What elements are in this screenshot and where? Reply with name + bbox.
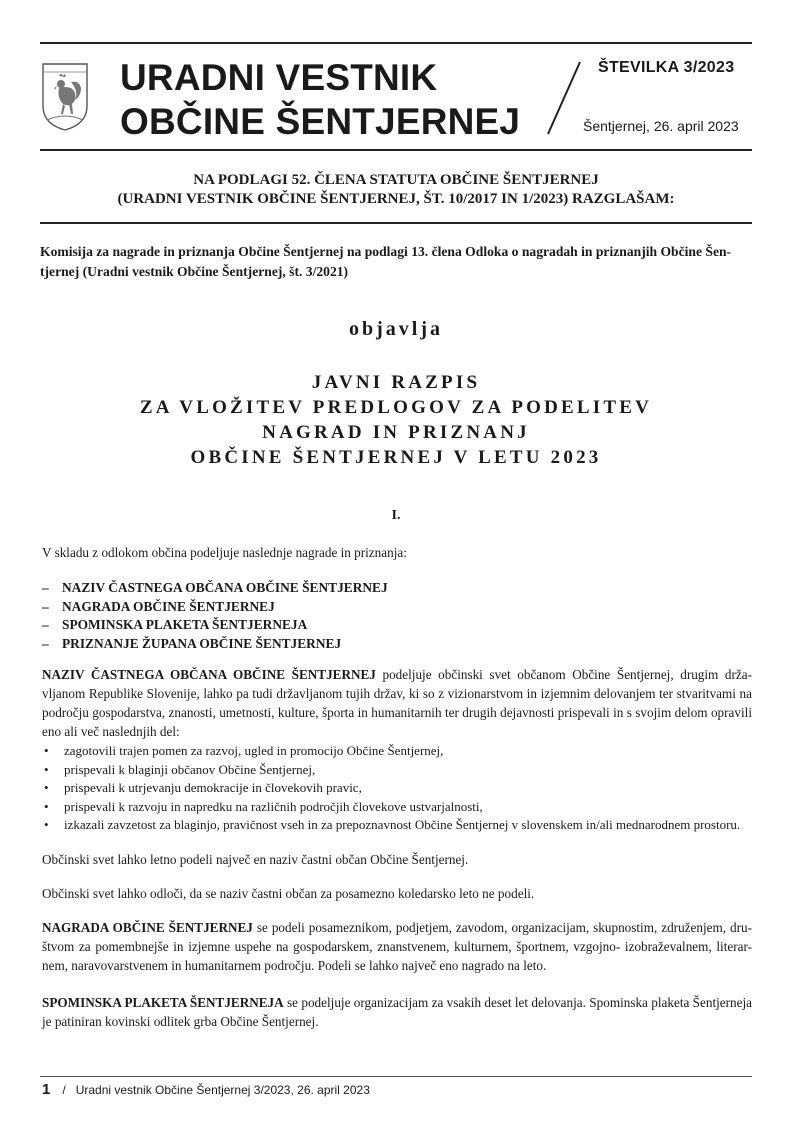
title-line-2: OBČINE ŠENTJERNEJ bbox=[120, 101, 521, 142]
top-rule bbox=[40, 42, 752, 44]
paragraph-text: se podeli posameznikom, podjetjem, zavodom, organizacijam, skupnostim, združenjem, dru-štvom za pomembnejše in izjemne uspehe na gospodarskem, znanstvenem, kulturnem, športnem, vzgojno- izobraževalnem, literar-nem, naravovarstvenem in humanitarnem področju. Podeli se lahko največ eno nagrado na leto. bbox=[42, 920, 752, 973]
paragraph-text: podeljuje občinski svet občanom Občine Šentjernej, drugim drža-vljanom Republike Slovenije, lahko pa tudi državljanom tujih držav, ki so z vizionarstvom in izjemnim delovanjem ter stvaritvami na področju gospodarstva, znanosti, umetnosti, kulture, športa in humanitarnih ter drugih dejavnosti prispevali in s svojim delom opravili eno ali več naslednjih del: bbox=[42, 667, 752, 739]
criteria-list bbox=[42, 742, 740, 835]
list-item: – NAZIV ČASTNEGA OBČANA OBČINE ŠENTJERNEJ bbox=[42, 580, 388, 595]
call-title-line-3: NAGRAD IN PRIZNANJ bbox=[262, 422, 530, 443]
intro-line-2: tjernej (Uradni vestnik Občine Šentjernej, št. 3/2021) bbox=[40, 264, 349, 279]
legal-preamble bbox=[40, 171, 752, 209]
list-item: • prispevali k razvoju in napredku na različnih področjih človekove ustvarjalnosti, bbox=[44, 798, 483, 814]
section-intro: V skladu z odlokom občina podeljuje naslednje nagrade in priznanja: bbox=[42, 545, 407, 560]
paragraph-text: se podeljuje organizacijam za vsakih deset let delovanja. Spominska plaketa Šentjerneja je patiniran kovinski odlitek grba Občine Šentjernej. bbox=[42, 995, 752, 1029]
masthead-bottom-rule bbox=[40, 149, 752, 151]
announces-word: objavlja bbox=[349, 318, 443, 340]
call-title-line-1: JAVNI RAZPIS bbox=[311, 372, 481, 393]
list-item: • zagotovili trajen pomen za razvoj, ugled in promocijo Občine Šentjernej, bbox=[44, 743, 444, 758]
paragraph-lead: SPOMINSKA PLAKETA ŠENTJERNEJA bbox=[42, 995, 284, 1010]
honorary-citizen-paragraph bbox=[42, 665, 752, 741]
list-item: – SPOMINSKA PLAKETA ŠENTJERNEJA bbox=[42, 617, 308, 632]
publication-title bbox=[120, 56, 520, 144]
page-footer bbox=[42, 1081, 370, 1098]
call-title-line-2: ZA VLOŽITEV PREDLOGOV ZA PODELITEV bbox=[139, 397, 653, 418]
footer-text: Uradni vestnik Občine Šentjernej 3/2023, 26. april 2023 bbox=[75, 1083, 370, 1097]
memorial-plaque-paragraph bbox=[42, 993, 752, 1031]
issue-number: ŠTEVILKA 3/2023 bbox=[598, 59, 735, 76]
may-not-award-paragraph: Občinski svet lahko odloči, da se naziv častni občan za posamezno koledarsko leto ne podeli. bbox=[42, 886, 535, 901]
title-line-1: URADNI VESTNIK bbox=[120, 57, 438, 98]
max-one-title-paragraph: Občinski svet lahko letno podeli največ en naziv častni občan Občine Šentjernej. bbox=[42, 852, 469, 867]
award-memorial-plaque: SPOMINSKA PLAKETA ŠENTJERNEJA bbox=[62, 617, 308, 632]
call-title bbox=[40, 370, 752, 470]
award-municipality-prize: NAGRADA OBČINE ŠENTJERNEJ bbox=[62, 598, 275, 614]
paragraph-lead: NAZIV ČASTNEGA OBČANA OBČINE ŠENTJERNEJ bbox=[42, 667, 376, 682]
paragraph-lead: NAGRADA OBČINE ŠENTJERNEJ bbox=[42, 920, 253, 935]
list-item: • izkazali zavzetost za blaginjo, pravičnost vseh in za prepoznavnost Občine Šentjernej v slovenskem in/ali mednarodnem prostoru. bbox=[44, 817, 741, 832]
awards-list bbox=[42, 579, 388, 653]
call-title-line-4: OBČINE ŠENTJERNEJ V LETU 2023 bbox=[190, 447, 602, 468]
award-mayor-recognition: PRIZNANJE ŽUPANA OBČINE ŠENTJERNEJ bbox=[62, 635, 342, 651]
award-honorary-citizen: NAZIV ČASTNEGA OBČANA OBČINE ŠENTJERNEJ bbox=[62, 580, 388, 595]
preamble-line-2: (URADNI VESTNIK OBČINE ŠENTJERNEJ, ŠT. 10/2017 IN 1/2023) RAZGLAŠAM: bbox=[117, 191, 675, 207]
coat-of-arms-rooster-icon bbox=[41, 62, 89, 132]
footer-separator: / bbox=[62, 1083, 66, 1097]
page-number: 1 bbox=[42, 1081, 51, 1098]
list-item: • prispevali k utrjevanju demokracije in človekovih pravic, bbox=[44, 780, 362, 795]
intro-paragraph bbox=[40, 242, 752, 282]
preamble-rule bbox=[40, 222, 752, 224]
masthead-slash-divider bbox=[544, 60, 584, 136]
list-item: • prispevali k blaginji občanov Občine Šentjernej, bbox=[44, 761, 316, 777]
list-item: – NAGRADA OBČINE ŠENTJERNEJ bbox=[42, 598, 275, 614]
preamble-line-1: NA PODLAGI 52. ČLENA STATUTA OBČINE ŠENTJERNEJ bbox=[193, 172, 599, 188]
section-number: I. bbox=[391, 508, 401, 523]
footer-rule bbox=[40, 1076, 752, 1077]
intro-line-1: Komisija za nagrade in priznanja Občine Šentjernej na podlagi 13. člena Odloka o nagradah in priznanjih Občine Šen- bbox=[40, 244, 732, 259]
list-item: – PRIZNANJE ŽUPANA OBČINE ŠENTJERNEJ bbox=[42, 635, 342, 651]
issue-place-date: Šentjernej, 26. april 2023 bbox=[583, 118, 739, 134]
municipality-prize-paragraph bbox=[42, 918, 752, 975]
